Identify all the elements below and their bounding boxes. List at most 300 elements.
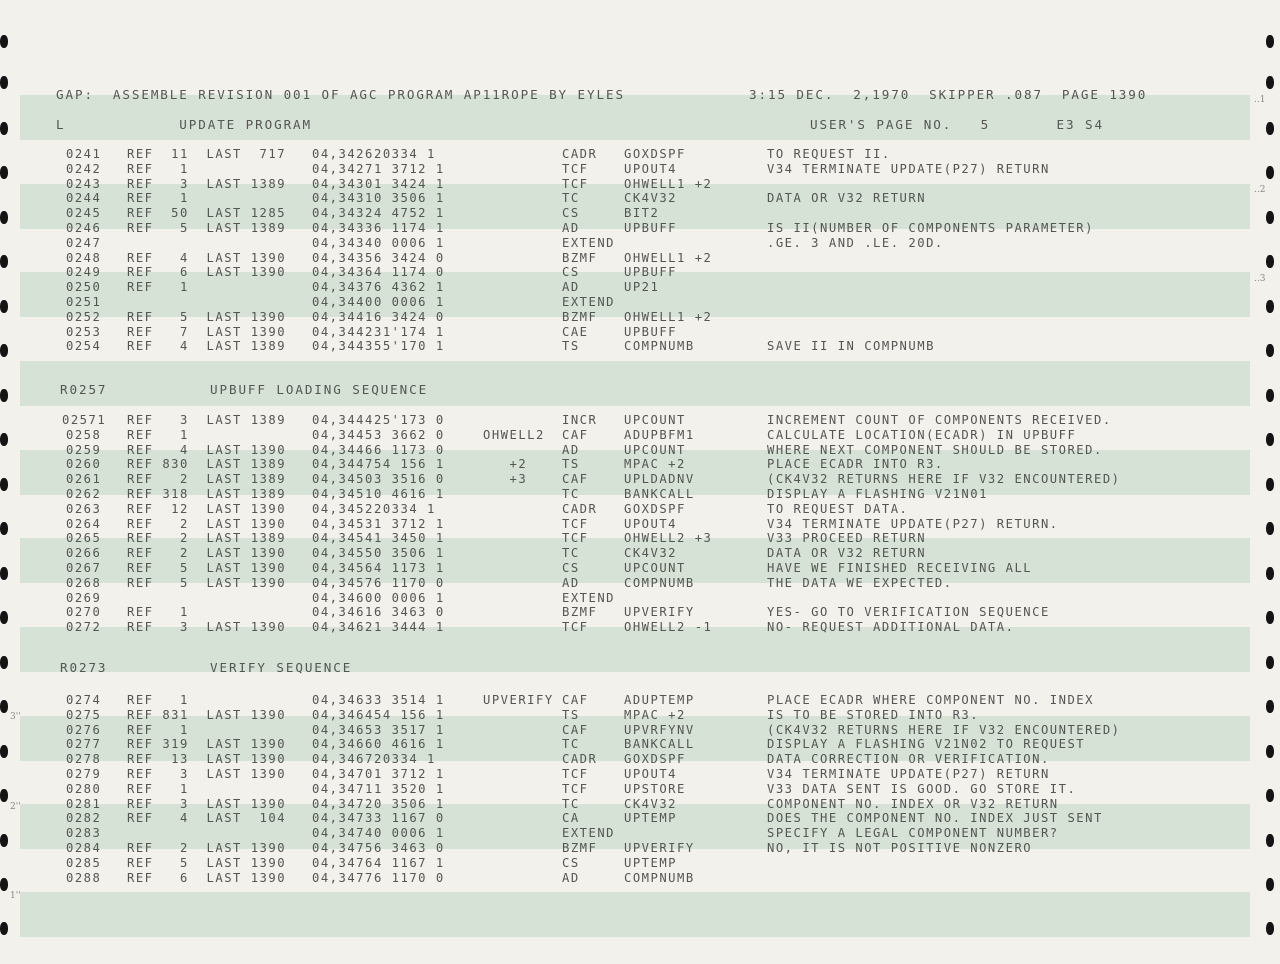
line-number: 0250 [66,280,102,295]
address: 04,3460 [312,590,374,605]
address: 04,3430 [312,176,374,191]
opcode: TC [562,737,580,752]
opcode: EXTEND [562,295,616,309]
ref-info: REF 6 LAST 1390 [127,870,287,885]
opcode: INCR [562,413,598,427]
ref-info: REF 4 LAST 1390 [127,250,287,265]
line-number: 0281 [66,796,102,811]
line-number: 0259 [66,442,102,457]
opcode: BZMF [562,250,598,265]
opcode: TCF [562,516,589,531]
feed-hole [0,567,8,580]
operand: UPBUFF [624,221,678,235]
opcode: CAE [562,324,589,339]
opcode: AD [562,221,580,235]
comment: DISPLAY A FLASHING V21N02 TO REQUEST [767,737,1086,752]
comment: IS TO BE STORED INTO R3. [767,707,980,722]
comment: COMPONENT NO. INDEX OR V32 RETURN [767,796,1059,811]
line-number: 0254 [66,339,102,354]
address: 04,3427 [312,161,374,176]
feed-hole [0,122,8,135]
operand: UPCOUNT [624,561,686,575]
feed-hole [1266,389,1274,402]
address: 04,3461 [312,605,374,620]
feed-hole [1266,745,1274,758]
ref-info: REF 3 LAST 1389 [127,176,287,191]
green-band [20,361,1250,406]
section-title-verify: VERIFY SEQUENCE [210,660,353,675]
ref-info: REF 2 LAST 1390 [127,841,287,855]
feed-hole [1266,122,1274,135]
address: 04,3462 [312,620,374,635]
object-code: 6 3424 0 [374,309,445,324]
line-number: 0268 [66,575,102,590]
line-number: 0246 [66,221,102,235]
ref-info: REF 2 LAST 1390 [127,516,287,531]
feed-hole [1266,922,1274,935]
operand: UPCOUNT [624,413,686,427]
operand: OHWELL1 +2 [624,176,713,191]
address: 04,3474 [312,826,374,841]
operand: OHWELL2 +3 [624,531,713,546]
feed-hole [1266,567,1274,580]
ref-info: REF 830 LAST 1389 [127,457,287,472]
feed-hole [0,35,8,48]
section-id-r0273: R0273 [60,660,108,675]
ref-info: REF 5 LAST 1390 [127,309,287,324]
feed-hole [1266,166,1274,179]
object-code: 0 4616 1 [374,737,445,752]
address: 04,3441 [312,309,374,324]
section-title-upbuff: UPBUFF LOADING SEQUENCE [210,382,429,397]
address: 04,3464 [312,707,374,722]
feed-hole [0,611,8,624]
ref-info: REF 1 [127,427,189,442]
ref-info: REF 5 LAST 1389 [127,221,287,235]
object-code: 31'174 1 [374,324,445,339]
opcode: BZMF [562,841,598,855]
ref-info: REF 3 LAST 1390 [127,796,287,811]
line-number: 0243 [66,176,102,191]
object-code: 4 1173 1 [374,561,445,575]
address: 04,3445 [312,427,374,442]
opcode: CAF [562,472,589,487]
feed-hole [1266,834,1274,847]
comment: V33 DATA SENT IS GOOD. GO STORE IT. [767,781,1077,796]
address: 04,3437 [312,280,374,295]
comment: DATA CORRECTION OR VERIFICATION. [767,752,1050,767]
operand: OHWELL2 -1 [624,620,713,635]
comment: DATA OR V32 RETURN [767,546,927,561]
comment: IS II(NUMBER OF COMPONENTS PARAMETER) [767,221,1094,235]
object-code: 4 1167 1 [374,855,445,870]
object-code: 54 156 1 [374,457,445,472]
line-number: 0279 [66,767,102,781]
comment: (CK4V32 RETURNS HERE IF V32 ENCOUNTERED) [767,722,1121,737]
margin-inch-2: 2'' [10,802,21,812]
object-code: 0 3506 1 [374,796,445,811]
ref-info: REF 1 [127,781,189,796]
address: 04,3472 [312,796,374,811]
ref-info: REF 1 [127,722,189,737]
operand: GOXDSPF [624,501,686,516]
line-number: 0262 [66,487,102,501]
label: +2 [483,457,528,472]
operand: UPLDADNV [624,472,695,487]
section-id-r0257: R0257 [60,382,108,397]
opcode: TC [562,191,580,206]
operand: COMPNUMB [624,339,695,354]
address: 04,3470 [312,767,374,781]
feed-hole [1266,255,1274,268]
line-number: 0241 [66,147,102,161]
feed-hole [0,300,8,313]
opcode: CAF [562,427,589,442]
operand: ADUPBFM1 [624,427,695,442]
feed-hole [0,745,8,758]
feed-hole [0,166,8,179]
object-code: 6 3424 0 [374,250,445,265]
opcode: AD [562,442,580,457]
comment: NO- REQUEST ADDITIONAL DATA. [767,620,1015,635]
operand: UPBUFF [624,265,678,280]
ref-info: REF 2 LAST 1389 [127,531,287,546]
opcode: CS [562,561,580,575]
object-code: 6 3463 0 [374,841,445,855]
comment: V33 PROCEED RETURN [767,531,927,546]
feed-hole [1266,76,1274,89]
address: 04,3466 [312,737,374,752]
object-code: 1 3712 1 [374,161,445,176]
green-band [20,892,1250,937]
operand: UPVRFYNV [624,722,695,737]
opcode: BZMF [562,605,598,620]
address: 04,3475 [312,841,374,855]
feed-hole [0,700,8,713]
feed-hole [1266,700,1274,713]
opcode: CS [562,855,580,870]
ref-info: REF 3 LAST 1389 [127,413,287,427]
object-code: 20334 1 [374,501,436,516]
comment: DISPLAY A FLASHING V21N01 [767,487,988,501]
operand: UPVERIFY [624,605,695,620]
address: 04,3450 [312,472,374,487]
ref-info: REF 1 [127,191,189,206]
object-code: 0 4616 1 [374,487,445,501]
feed-hole [1266,300,1274,313]
object-code: 6 1170 0 [374,575,445,590]
line-number: 0247 [66,235,102,250]
ref-info: REF 11 LAST 717 [127,147,287,161]
ref-info: REF 2 LAST 1389 [127,472,287,487]
address: 04,3442 [312,324,374,339]
ref-info: REF 7 LAST 1390 [127,324,287,339]
opcode: TCF [562,531,589,546]
line-number: 0277 [66,737,102,752]
object-code: 3 1167 0 [374,811,445,826]
comment: HAVE WE FINISHED RECEIVING ALL [767,561,1033,575]
address: 04,3447 [312,457,374,472]
line-number: 0249 [66,265,102,280]
operand: OHWELL1 +2 [624,309,713,324]
object-code: 0 0006 1 [374,235,445,250]
header-title: GAP: ASSEMBLE REVISION 001 OF AGC PROGRAM AP11ROPE BY EYLES [56,87,625,102]
operand: BIT2 [624,206,660,221]
address: 04,3465 [312,722,374,737]
ref-info: REF 1 [127,605,189,620]
opcode: AD [562,575,580,590]
comment: (CK4V32 RETURNS HERE IF V32 ENCOUNTERED) [767,472,1121,487]
operand: UPVERIFY [624,841,695,855]
line-number: 02571 [62,413,107,427]
address: 04,3471 [312,781,374,796]
object-code: 3 3662 0 [374,427,445,442]
comment: V34 TERMINATE UPDATE(P27) RETURN. [767,516,1059,531]
comment: THE DATA WE EXPECTED. [767,575,953,590]
object-code: 0 3506 1 [374,191,445,206]
feed-hole [0,211,8,224]
object-code: 20334 1 [374,147,436,161]
object-code: 6 3463 0 [374,605,445,620]
line-number: 0285 [66,855,102,870]
line-number: 0244 [66,191,102,206]
operand: ADUPTEMP [624,693,695,707]
operand: GOXDSPF [624,147,686,161]
ref-info: REF 4 LAST 1389 [127,339,287,354]
opcode: EXTEND [562,826,616,841]
comment: TO REQUEST II. [767,147,891,161]
line-number: 0280 [66,781,102,796]
feed-hole [0,389,8,402]
ref-info: REF 1 [127,280,189,295]
address: 04,3455 [312,546,374,561]
object-code: 1 3444 1 [374,620,445,635]
line-number: 0270 [66,605,102,620]
operand: CK4V32 [624,546,678,561]
line-number: 0264 [66,516,102,531]
opcode: CAF [562,693,589,707]
opcode: CAF [562,722,589,737]
margin-mark-3: ..3 [1254,274,1266,284]
operand: COMPNUMB [624,870,695,885]
object-code: 6 1174 1 [374,221,445,235]
line-number: 0261 [66,472,102,487]
comment: DATA OR V32 RETURN [767,191,927,206]
address: 04,3443 [312,339,374,354]
ref-info: REF 1 [127,161,189,176]
feed-hole [1266,344,1274,357]
address: 04,3444 [312,413,374,427]
line-number: 0267 [66,561,102,575]
ref-info: REF 6 LAST 1390 [127,265,287,280]
opcode: BZMF [562,309,598,324]
line-number: 0258 [66,427,102,442]
comment: PLACE ECADR WHERE COMPONENT NO. INDEX [767,693,1094,707]
line-number: 0276 [66,722,102,737]
operand: UP21 [624,280,660,295]
address: 04,3473 [312,811,374,826]
comment: TO REQUEST DATA. [767,501,909,516]
line-number: 0283 [66,826,102,841]
address: 04,3463 [312,693,374,707]
subheader-program: L UPDATE PROGRAM [56,117,313,132]
operand: UPBUFF [624,324,678,339]
operand: GOXDSPF [624,752,686,767]
margin-inch-3: 3'' [10,712,21,722]
address: 04,3436 [312,265,374,280]
object-code: 0 0006 1 [374,295,445,309]
opcode: TS [562,339,580,354]
opcode: CADR [562,147,598,161]
comment: YES- GO TO VERIFICATION SEQUENCE [767,605,1050,620]
ref-info: REF 3 LAST 1390 [127,767,287,781]
opcode: TC [562,546,580,561]
opcode: TCF [562,161,589,176]
operand: UPSTORE [624,781,686,796]
line-number: 0245 [66,206,102,221]
opcode: TC [562,487,580,501]
ref-info: REF 3 LAST 1390 [127,620,287,635]
feed-hole [1266,211,1274,224]
label: OHWELL2 [483,427,545,442]
object-code: 3 3514 1 [374,693,445,707]
object-code: 55'170 1 [374,339,445,354]
feed-hole [0,478,8,491]
line-number: 0253 [66,324,102,339]
address: 04,3431 [312,191,374,206]
object-code: 3 3517 1 [374,722,445,737]
operand: MPAC +2 [624,707,686,722]
ref-info: REF 13 LAST 1390 [127,752,287,767]
comment: .GE. 3 AND .LE. 20D. [767,235,944,250]
object-code: 1 3520 1 [374,781,445,796]
object-code: 25'173 0 [374,413,445,427]
object-code: 54 156 1 [374,707,445,722]
operand: CK4V32 [624,796,678,811]
operand: BANKCALL [624,487,695,501]
address: 04,3435 [312,250,374,265]
address: 04,3433 [312,221,374,235]
operand: CK4V32 [624,191,678,206]
address: 04,3477 [312,870,374,885]
feed-hole [0,344,8,357]
address: 04,3432 [312,206,374,221]
comment: WHERE NEXT COMPONENT SHOULD BE STORED. [767,442,1103,457]
feed-hole [1266,478,1274,491]
address: 04,3446 [312,442,374,457]
line-number: 0284 [66,841,102,855]
ref-info: REF 2 LAST 1390 [127,546,287,561]
address: 04,3454 [312,531,374,546]
object-code: 0 3506 1 [374,546,445,561]
line-number: 0269 [66,590,102,605]
comment: NO, IT IS NOT POSITIVE NONZERO [767,841,1033,855]
operand: UPTEMP [624,811,678,826]
ref-info: REF 319 LAST 1390 [127,737,287,752]
line-number: 0263 [66,501,102,516]
ref-info: REF 50 LAST 1285 [127,206,287,221]
operand: UPOUT4 [624,767,678,781]
label: +3 [483,472,528,487]
opcode: TCF [562,176,589,191]
feed-hole [1266,433,1274,446]
line-number: 0242 [66,161,102,176]
line-number: 0248 [66,250,102,265]
object-code: 0 0006 1 [374,826,445,841]
opcode: CS [562,206,580,221]
line-number: 0266 [66,546,102,561]
feed-hole [0,656,8,669]
operand: BANKCALL [624,737,695,752]
opcode: TCF [562,781,589,796]
address: 04,3467 [312,752,374,767]
operand: UPTEMP [624,855,678,870]
address: 04,3453 [312,516,374,531]
line-number: 0288 [66,870,102,885]
opcode: EXTEND [562,590,616,605]
comment: PLACE ECADR INTO R3. [767,457,944,472]
line-number: 0275 [66,707,102,722]
line-number: 0252 [66,309,102,324]
ref-info: REF 831 LAST 1390 [127,707,287,722]
object-code: 20334 1 [374,752,436,767]
operand: MPAC +2 [624,457,686,472]
comment: SAVE II IN COMPNUMB [767,339,935,354]
opcode: TC [562,796,580,811]
address: 04,3451 [312,487,374,501]
feed-hole [1266,522,1274,535]
opcode: CADR [562,752,598,767]
opcode: CA [562,811,580,826]
feed-hole [1266,611,1274,624]
line-number: 0260 [66,457,102,472]
feed-hole [1266,878,1274,891]
feed-hole [1266,35,1274,48]
operand: UPOUT4 [624,516,678,531]
ref-info: REF 5 LAST 1390 [127,575,287,590]
comment: INCREMENT COUNT OF COMPONENTS RECEIVED. [767,413,1112,427]
ref-info: REF 4 LAST 1390 [127,442,287,457]
object-code: 3 3516 0 [374,472,445,487]
ref-info: REF 1 [127,693,189,707]
margin-mark-1: ..1 [1254,95,1266,105]
ref-info: REF 5 LAST 1390 [127,855,287,870]
opcode: AD [562,870,580,885]
operand: UPCOUNT [624,442,686,457]
ref-info: REF 5 LAST 1390 [127,561,287,575]
ref-info: REF 12 LAST 1390 [127,501,287,516]
address: 04,3476 [312,855,374,870]
address: 04,3457 [312,575,374,590]
feed-hole [1266,789,1274,802]
operand: OHWELL1 +2 [624,250,713,265]
opcode: AD [562,280,580,295]
feed-hole [0,522,8,535]
address: 04,3434 [312,235,374,250]
feed-hole [0,922,8,935]
feed-hole [0,789,8,802]
opcode: TS [562,457,580,472]
object-code: 4 1174 0 [374,265,445,280]
object-code: 4 4752 1 [374,206,445,221]
ref-info: REF 4 LAST 104 [127,811,287,826]
object-code: 1 3712 1 [374,516,445,531]
object-code: 1 3450 1 [374,531,445,546]
opcode: TCF [562,620,589,635]
feed-hole [0,255,8,268]
object-code: 0 0006 1 [374,590,445,605]
opcode: TCF [562,767,589,781]
